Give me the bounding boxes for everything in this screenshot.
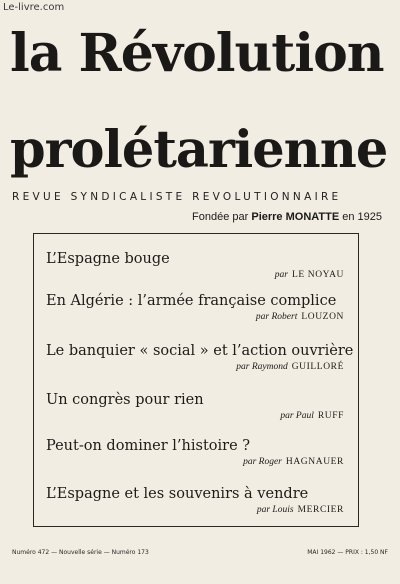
toc-author — [256, 312, 344, 322]
founded-line — [192, 211, 382, 223]
footer — [12, 549, 388, 561]
toc-author — [236, 362, 344, 372]
author-prefix: par Roger — [243, 457, 282, 467]
author-prefix: par Raymond — [236, 362, 288, 372]
founded-prefix: Fondée par — [192, 211, 249, 223]
masthead-line-1: la Révolution — [10, 23, 384, 84]
toc-author — [280, 411, 344, 421]
toc-title: L’Espagne et les souvenirs à vendre — [46, 486, 309, 502]
founder-name: Pierre MONATTE — [251, 211, 340, 223]
toc-title: En Algérie : l’armée française complice — [46, 293, 337, 309]
toc-title: Peut-on dominer l’histoire ? — [46, 438, 251, 454]
toc-title: L’Espagne bouge — [46, 251, 170, 267]
author-name: LOUZON — [301, 312, 344, 322]
masthead-line-2: prolétarienne — [10, 120, 388, 180]
toc-author — [243, 457, 344, 467]
toc-author — [257, 505, 344, 515]
author-name: MERCIER — [297, 505, 344, 515]
author-prefix: par Robert — [255, 312, 298, 322]
author-name: RUFF — [317, 411, 344, 421]
author-prefix: par — [274, 270, 288, 280]
toc-title: Le banquier « social » et l’action ouvrière — [46, 343, 354, 359]
watermark: Le-livre.com — [3, 2, 65, 13]
author-name: HAGNAUER — [285, 457, 344, 467]
author-name: LE NOYAU — [291, 270, 344, 280]
date-price: MAI 1962 — PRIX : 1,50 NF — [307, 549, 388, 556]
toc-title: Un congrès pour rien — [46, 392, 204, 408]
subtitle: REVUE SYNDICALISTE REVOLUTIONNAIRE — [12, 191, 342, 203]
author-prefix: par Louis — [256, 505, 294, 515]
issue-number: Numéro 472 — Nouvelle série — Numéro 173 — [12, 549, 149, 556]
author-prefix: par Paul — [280, 411, 314, 421]
author-name: GUILLORÉ — [291, 362, 344, 372]
table-of-contents — [33, 233, 359, 527]
toc-author — [275, 270, 344, 280]
founded-year: en 1925 — [342, 211, 382, 223]
